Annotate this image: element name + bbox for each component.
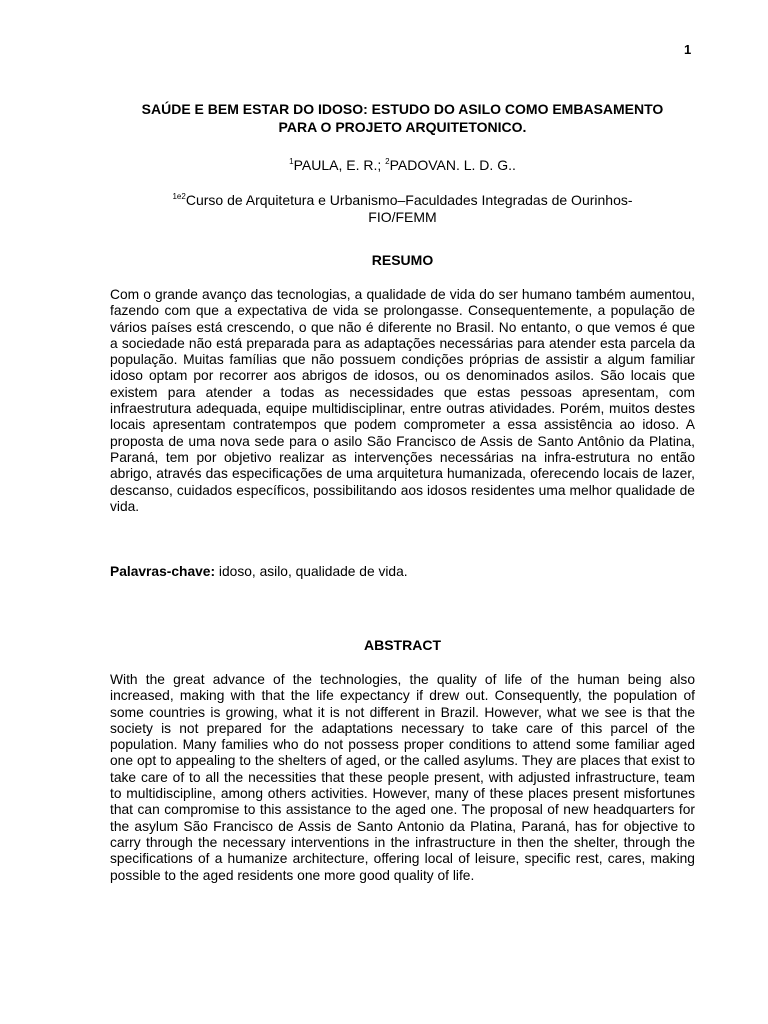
abstract-text: With the great advance of the technologies, the quality of life of the human being also increased, making with that the life expectancy if drew out. Consequently, the population of some countries is growing, what it is not different in Brazil. However, what we see is that the society is not prepared for the adaptations necessary to take care of this parcel of the population. Many families who do not possess proper conditions to attend some familiar aged one opt to appealing to the shelters of aged, or the called asylums. They are places that exist to take care of to all the necessities that these people present, with adjusted infrastructure, team to multidiscipline, among others activities. However, many of these places present misfortunes that can compromise to this assistance to the aged one. The proposal of new headquarters for the asylum São Francisco de Assis de Santo Antonio da Platina, Paraná, has for objective to carry through the necessary interventions in the infrastructure in then the shelter, through the specifications of a humanize architecture, offering local of leisure, specific rest, cares, making possible to the aged residents one more good quality of life. <box>110 672 695 883</box>
affiliation-superscript: 1e2 <box>172 192 186 201</box>
keywords <box>110 564 408 579</box>
authors <box>100 157 705 173</box>
resumo-heading: RESUMO <box>371 252 434 268</box>
page-number: 1 <box>684 42 692 57</box>
abstract-heading: ABSTRACT <box>364 637 441 653</box>
author1-superscript: 1 <box>289 157 294 166</box>
author2-superscript: 2 <box>385 157 390 166</box>
title-line-1: SAÚDE E BEM ESTAR DO IDOSO: ESTUDO DO ASILO COMO EMBASAMENTO <box>141 101 664 117</box>
keywords-label: Palavras-chave: <box>110 564 216 579</box>
author-2: PADOVAN. L. D. G.. <box>389 157 516 173</box>
paper-title <box>100 100 705 136</box>
author-1: PAULA, E. R.; <box>293 157 386 173</box>
resumo-text: Com o grande avanço das tecnologias, a qualidade de vida do ser humano também aumentou, fazendo com que a expectativa de vida se prolongasse. Consequentemente, a população de vários países está crescendo, o que não é diferente no Brasil. No entanto, o que vemos é que a sociedade não está preparada para as adaptações necessárias para atender esta parcela da população. Muitas famílias que não possuem condições próprias de assistir a algum familiar idoso optam por recorrer aos abrigos de idosos, ou os denominados asilos. São locais que existem para atender a todas as necessidades que estas pessoas apresentam, com infraestrutura adequada, equipe multidisciplinar, entre outras atividades. Porém, muitos destes locais apresentam contratempos que podem comprometer a essa assistência ao idoso. A proposta de uma nova sede para o asilo São Francisco de Assis de Santo Antônio da Platina, Paraná, tem por objetivo realizar as intervenções necessárias na infra-estrutura no então abrigo, através das especificações de uma arquitetura humanizada, oferecendo locais de lazer, descanso, cuidados específicos, possibilitando aos idosos residentes uma melhor qualidade de vida. <box>110 287 695 514</box>
title-line-2: PARA O PROJETO ARQUITETONICO. <box>278 119 527 135</box>
affiliation-line-2: FIO/FEMM <box>368 209 437 225</box>
affiliation-line-1: Curso de Arquitetura e Urbanismo–Faculdades Integradas de Ourinhos- <box>185 192 633 208</box>
keywords-value: idoso, asilo, qualidade de vida. <box>215 564 408 579</box>
affiliation <box>100 192 705 226</box>
